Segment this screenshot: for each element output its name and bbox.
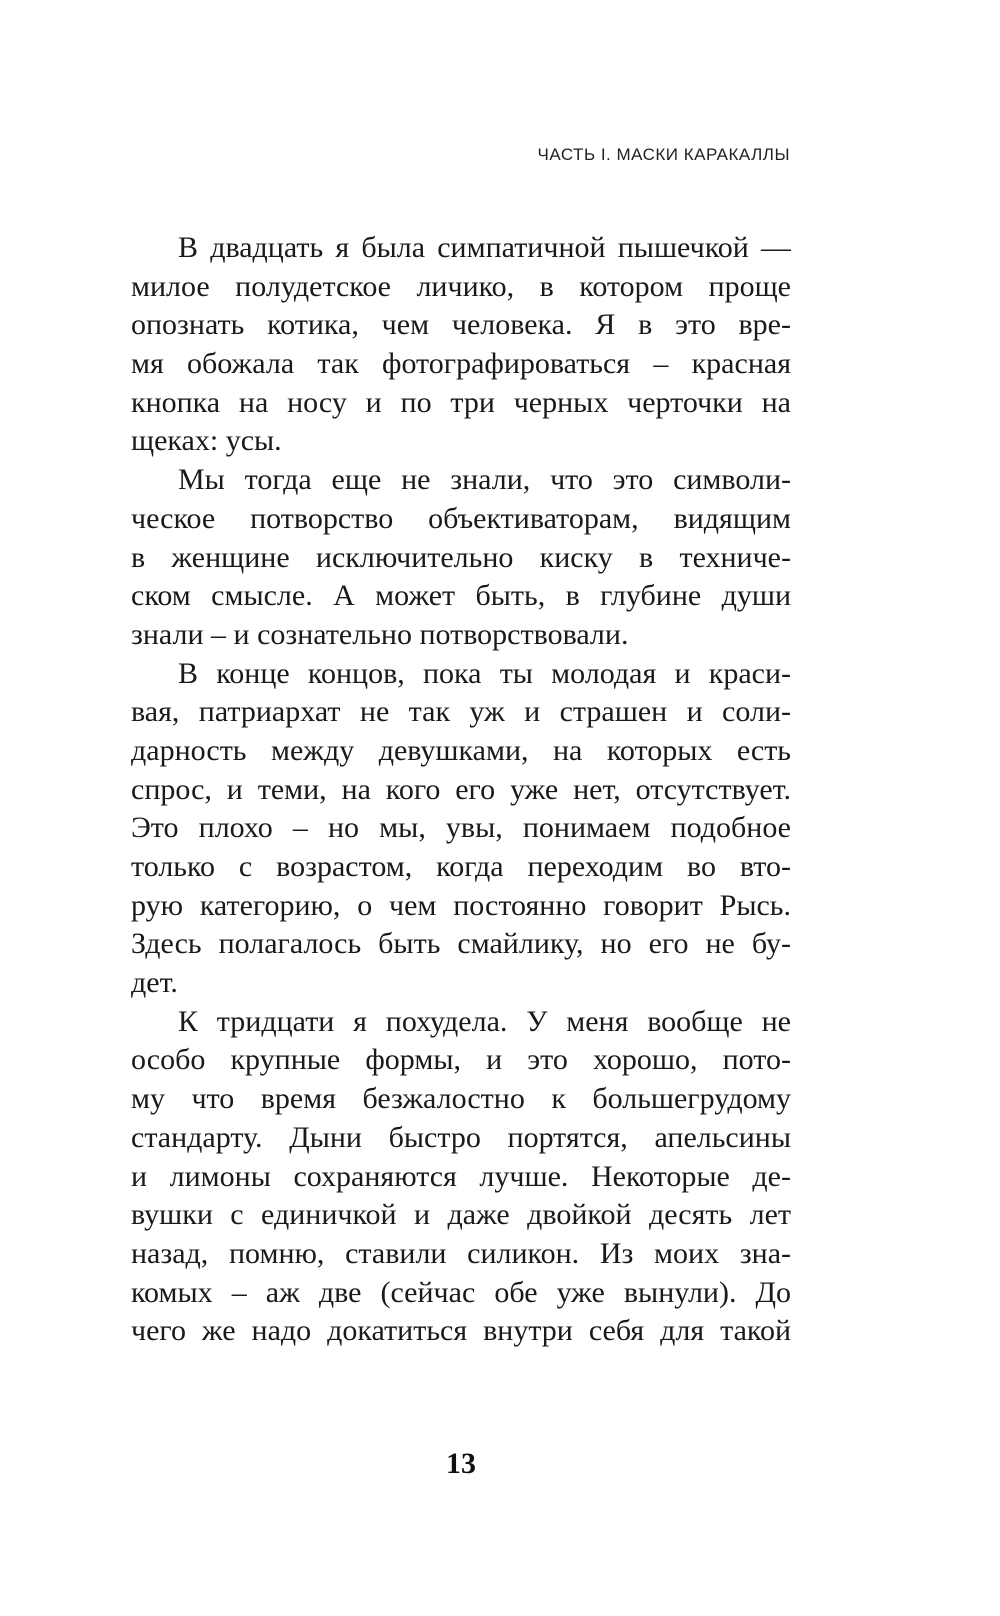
text-line: ском смысле. А может быть, в глубине души [131,579,791,613]
text-line: му что время безжалостно к большегрудому [131,1082,791,1116]
paragraph-3 [131,655,791,1003]
text-line: В конце концов, пока ты молодая и краси- [178,656,791,690]
text-line: стандарту. Дыни быстро портятся, апельсины [131,1120,791,1154]
text-line: назад, помню, ставили силикон. Из моих зна- [131,1236,791,1270]
text-line: дет. [131,966,178,1000]
paragraph-2 [131,461,791,654]
paragraph-4 [131,1003,791,1351]
text-line: особо крупные формы, и это хорошо, пото- [131,1043,791,1077]
text-line: В двадцать я была симпатичной пышечкой — [178,231,791,264]
text-line: вушки с единичкой и даже двойкой десять лет [131,1198,791,1232]
text-line: кнопка на носу и по три черных черточки на [131,385,791,419]
text-line: чего же надо докатиться внутри себя для такой [131,1314,791,1348]
text-line: щеках: усы. [131,424,282,458]
text-line: комых – аж две (сейчас обе уже вынули). До [131,1275,791,1309]
text-line: вая, патриархат не так уж и страшен и соли- [131,695,791,729]
text-line: знали – и сознательно потворствовали. [131,617,629,651]
body-text [131,229,791,1351]
text-line: милое полудетское личико, в котором проще [131,269,791,303]
paragraph-1 [131,229,791,461]
text-line: К тридцати я похудела. У меня вообще не [178,1004,791,1038]
text-line: только с возрастом, когда переходим во вто- [131,850,791,883]
running-head: ЧАСТЬ I. МАСКИ КАРАКАЛЛЫ [537,145,790,164]
text-line: в женщине исключительно киску в техниче- [131,540,791,574]
text-line: опознать котика, чем человека. Я в это вре- [131,308,791,342]
text-line: Это плохо – но мы, увы, понимаем подобное [131,811,791,845]
text-line: рую категорию, о чем постоянно говорит Рысь. [131,888,791,922]
text-line: Здесь полагалось быть смайлику, но его не бу- [131,927,791,961]
page-number: 13 [446,1447,476,1480]
text-line: и лимоны сохраняются лучше. Некоторые де- [131,1159,791,1193]
text-line: ческое потворство объективаторам, видящим [131,501,791,535]
text-line: Мы тогда еще не знали, что это символи- [178,463,791,497]
text-line: спрос, и теми, на кого его уже нет, отсутствует. [131,772,791,806]
text-line: дарность между девушками, на которых есть [131,733,791,767]
text-line: мя обожала так фотографироваться – красная [131,347,791,381]
